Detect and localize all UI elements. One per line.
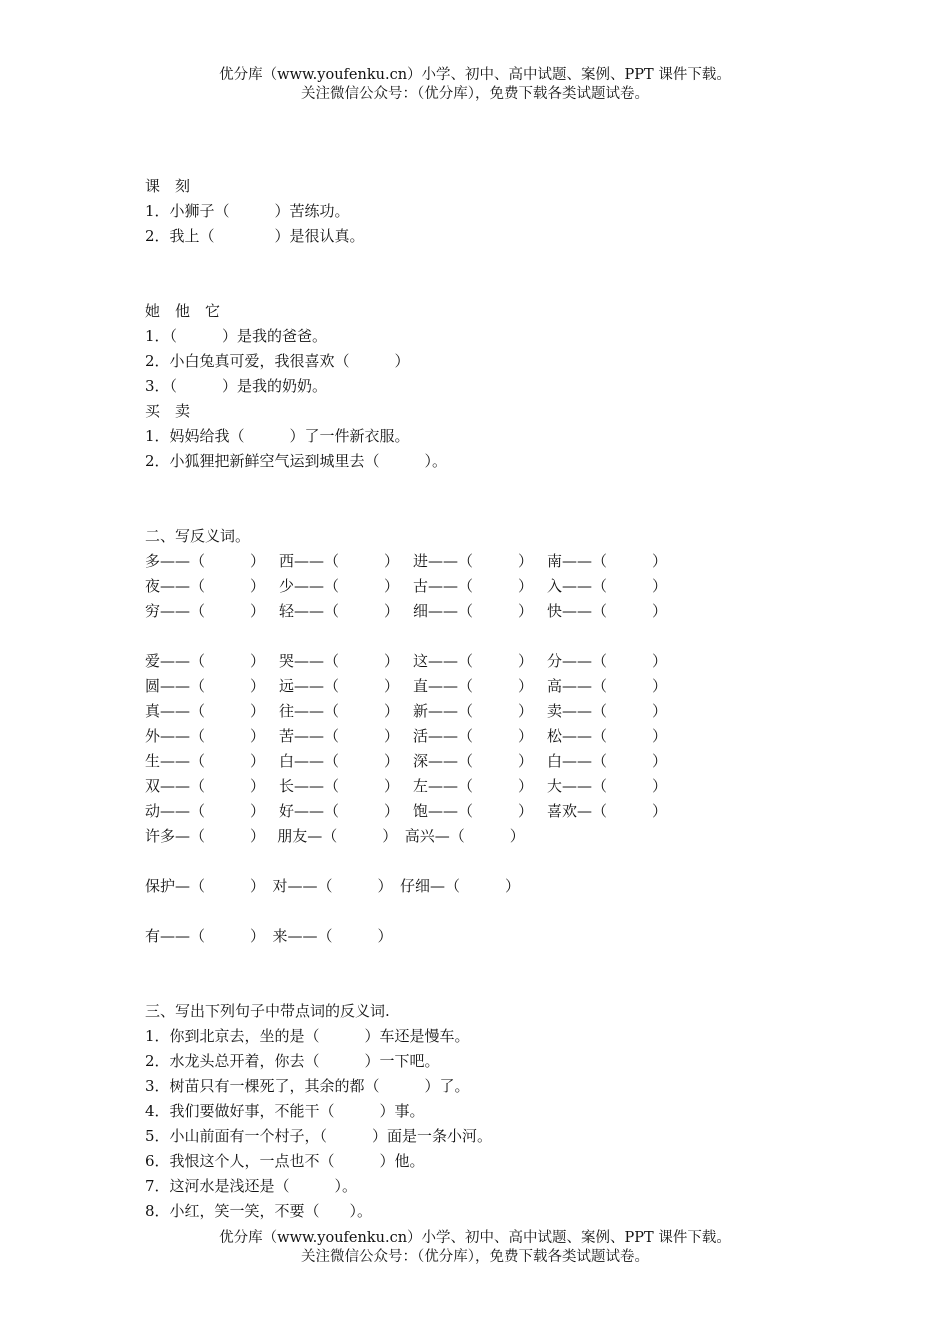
antonym-cell: 哭——（ ） — [279, 652, 400, 670]
antonym-row — [145, 574, 845, 599]
antonym-cell: 卖——（ ） — [547, 702, 668, 720]
section-3-title: 三、写出下列句子中带点词的反义词. — [145, 1002, 390, 1020]
footer-line-2: 关注微信公众号：（优分库），免费下载各类试题试卷。 — [301, 1249, 649, 1265]
antonym-cell: 分——（ ） — [547, 652, 668, 670]
sentence-item-2: 2．水龙头总开着，你去（ ）一下吧。 — [145, 1052, 440, 1070]
antonym-cell: 生——（ ） — [145, 752, 266, 770]
antonym-cell: 穷——（ ） — [145, 602, 266, 620]
antonym-row — [145, 649, 845, 674]
antonym-cell: 远——（ ） — [279, 677, 400, 695]
antonym-cell: 好——（ ） — [279, 802, 400, 820]
antonym-cell: 往——（ ） — [279, 702, 400, 720]
antonym-cell: 快——（ ） — [547, 602, 668, 620]
antonym-row — [145, 599, 845, 624]
antonym-cell: 直——（ ） — [413, 677, 534, 695]
antonym-row — [145, 724, 845, 749]
antonym-cell: 动——（ ） — [145, 802, 266, 820]
sentence-item-4: 4．我们要做好事，不能干（ ）事。 — [145, 1102, 425, 1120]
antonym-cell: 高——（ ） — [547, 677, 668, 695]
group-ke-item-1: 1．小狮子（ ）苦练功。 — [145, 202, 350, 220]
antonym-cell: 进——（ ） — [413, 552, 534, 570]
antonym-row — [145, 749, 845, 774]
group-ta-item-3: 3．（ ）是我的奶奶。 — [145, 377, 328, 395]
antonym-cell: 大——（ ） — [547, 777, 668, 795]
header-line-1: 优分库（www.youfenku.cn）小学、初中、高中试题、案例、PPT 课件下载。 — [219, 67, 731, 83]
antonym-cell: 古——（ ） — [413, 577, 534, 595]
antonym-cell: 深——（ ） — [413, 752, 534, 770]
sentence-item-7: 7．这河水是浅还是（ ）。 — [145, 1177, 358, 1195]
antonym-cell: 白——（ ） — [279, 752, 400, 770]
group-ke-item-2: 2．我上（ ）是很认真。 — [145, 227, 365, 245]
antonym-cell: 轻——（ ） — [279, 602, 400, 620]
antonym-cell: 白——（ ） — [547, 752, 668, 770]
antonym-cell: 西——（ ） — [279, 552, 400, 570]
group-ta-item-2: 2．小白兔真可爱，我很喜欢（ ） — [145, 352, 410, 370]
antonym-cell: 南——（ ） — [547, 552, 668, 570]
antonym-row — [145, 699, 845, 724]
antonym-cell: 新——（ ） — [413, 702, 534, 720]
group-ke-title: 课 刻 — [145, 177, 191, 195]
sentence-item-1: 1．你到北京去，坐的是（ ）车还是慢车。 — [145, 1027, 470, 1045]
antonym-cell: 左——（ ） — [413, 777, 534, 795]
antonym-cell: 真——（ ） — [145, 702, 266, 720]
antonym-cell: 饱——（ ） — [413, 802, 534, 820]
antonym-cell: 细——（ ） — [413, 602, 534, 620]
header-line-2: 关注微信公众号：（优分库），免费下载各类试题试卷。 — [301, 86, 649, 102]
antonym-cell: 入——（ ） — [547, 577, 668, 595]
antonym-cell: 双——（ ） — [145, 777, 266, 795]
group-ta-item-1: 1．（ ）是我的爸爸。 — [145, 327, 328, 345]
antonym-cell: 松——（ ） — [547, 727, 668, 745]
footer-line-1: 优分库（www.youfenku.cn）小学、初中、高中试题、案例、PPT 课件下载。 — [219, 1230, 731, 1246]
antonym-cell: 喜欢—（ ） — [547, 802, 668, 820]
antonym-cell: 爱——（ ） — [145, 652, 266, 670]
antonym-cell: 这——（ ） — [413, 652, 534, 670]
antonym-row — [145, 674, 845, 699]
antonym-cell: 外——（ ） — [145, 727, 266, 745]
antonym-row — [145, 549, 845, 574]
antonym-row — [145, 774, 845, 799]
antonym-cell: 夜——（ ） — [145, 577, 266, 595]
sentence-item-3: 3．树苗只有一棵死了，其余的都（ ）了。 — [145, 1077, 470, 1095]
group-mai-item-2: 2．小狐狸把新鲜空气运到城里去（ ）。 — [145, 452, 448, 470]
group-ta-title: 她 他 它 — [145, 302, 221, 320]
antonym-cell: 少——（ ） — [279, 577, 400, 595]
worksheet-content — [145, 174, 845, 1224]
page-footer — [0, 1229, 950, 1267]
sentence-item-8: 8．小红，笑一笑，不要（ ）。 — [145, 1202, 373, 1220]
group-mai-item-1: 1．妈妈给我（ ）了一件新衣服。 — [145, 427, 410, 445]
sentence-item-6: 6．我恨这个人，一点也不（ ）他。 — [145, 1152, 425, 1170]
antonym-cell: 活——（ ） — [413, 727, 534, 745]
sentence-item-5: 5．小山前面有一个村子，（ ）面是一条小河。 — [145, 1127, 493, 1145]
antonym-cell: 长——（ ） — [279, 777, 400, 795]
group-mai-title: 买 卖 — [145, 402, 191, 420]
antonym-cell: 苦——（ ） — [279, 727, 400, 745]
antonym-cell: 多——（ ） — [145, 552, 266, 570]
section-2-title: 二、写反义词。 — [145, 527, 251, 545]
antonym-extra-1: 许多—（ ） 朋友—（ ） 高兴—（ ） — [145, 827, 525, 845]
antonym-row — [145, 799, 845, 824]
antonym-cell: 圆——（ ） — [145, 677, 266, 695]
antonym-extra-2: 保护—（ ） 对——（ ） 仔细—（ ） — [145, 877, 521, 895]
page-header — [0, 66, 950, 104]
antonym-extra-3: 有——（ ） 来——（ ） — [145, 927, 393, 945]
